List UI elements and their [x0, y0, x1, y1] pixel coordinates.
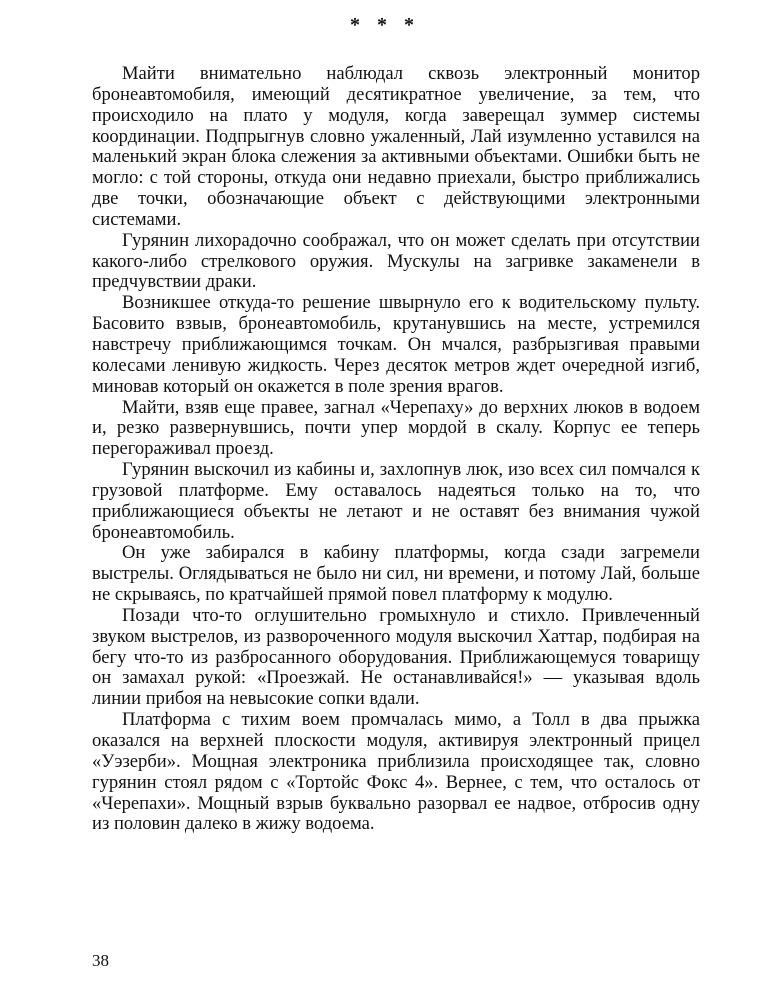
- paragraph: Майти, взяв еще правее, загнал «Черепаху» до верхних люков в водоем и, резко развернувшись, почти упер мордой в скалу. Корпус ее теперь перегораживал проезд.: [92, 396, 700, 460]
- body-text: [92, 64, 700, 835]
- paragraph: Он уже забирался в кабину платформы, когда сзади загремели выстрелы. Оглядываться не было ни сил, ни времени, и потому Лай, больше не скрываясь, по кратчайшей прямой повел платформу к модулю.: [92, 542, 700, 606]
- paragraph: Позади что-то оглушительно громыхнуло и стихло. Привлеченный звуком выстрелов, из развороченного модуля выскочил Хаттар, подбирая на бегу что-то из разбросанного оборудования. Приближающемуся товарищу он замахал рукой: «Проезжай. Не останавливайся!» — указывая вдоль линии прибоя на невысокие сопки вдали.: [92, 604, 700, 710]
- paragraph: Гурянин выскочил из кабины и, захлопнув люк, изо всех сил помчался к грузовой платформе. Ему оставалось надеяться только на то, что приближающиеся объекты не летают и не оставят без внимания чужой бронеавтомобиль.: [92, 459, 700, 543]
- paragraph: Гурянин лихорадочно соображал, что он может сделать при отсутствии какого-либо стрелкового оружия. Мускулы на загривке закаменели в предчувствии драки.: [92, 229, 700, 293]
- section-separator: * * *: [350, 14, 420, 36]
- paragraph: Возникшее откуда-то решение швырнуло его к водительскому пульту. Басовито взвыв, бронеавтомобиль, крутанувшись на месте, устремился навстречу приближающимся точкам. Он мчался, разбрызгивая правыми колесами ленивую жидкость. Через десяток метров ждет очередной изгиб, миновав который он окажется в поле зрения врагов.: [92, 292, 700, 397]
- paragraph: Платформа с тихим воем промчалась мимо, а Толл в два прыжка оказался на верхней плоскости модуля, активируя электронный прицел «Уэзерби». Мощная электроника приблизила происходящее так, словно гурянин стоял рядом с «Тортойс Фокс 4». Вернее, с тем, что осталось от «Черепахи». Мощный взрыв буквально разорвал ее надвое, отбросив одну из половин далеко в жижу водоема.: [92, 709, 700, 835]
- paragraph: Майти внимательно наблюдал сквозь электронный монитор бронеавтомобиля, имеющий десятикратное увеличение, за тем, что происходило на плато у модуля, когда заверещал зуммер системы координации. Подпрыгнув словно ужаленный, Лай изумленно уставился на маленький экран блока слежения за активными объектами. Ошибки быть не могло: с той стороны, откуда они недавно приехали, быстро приближались две точки, обозначающие объект с действующими электронными системами.: [92, 63, 700, 230]
- page-number: 38: [92, 951, 109, 970]
